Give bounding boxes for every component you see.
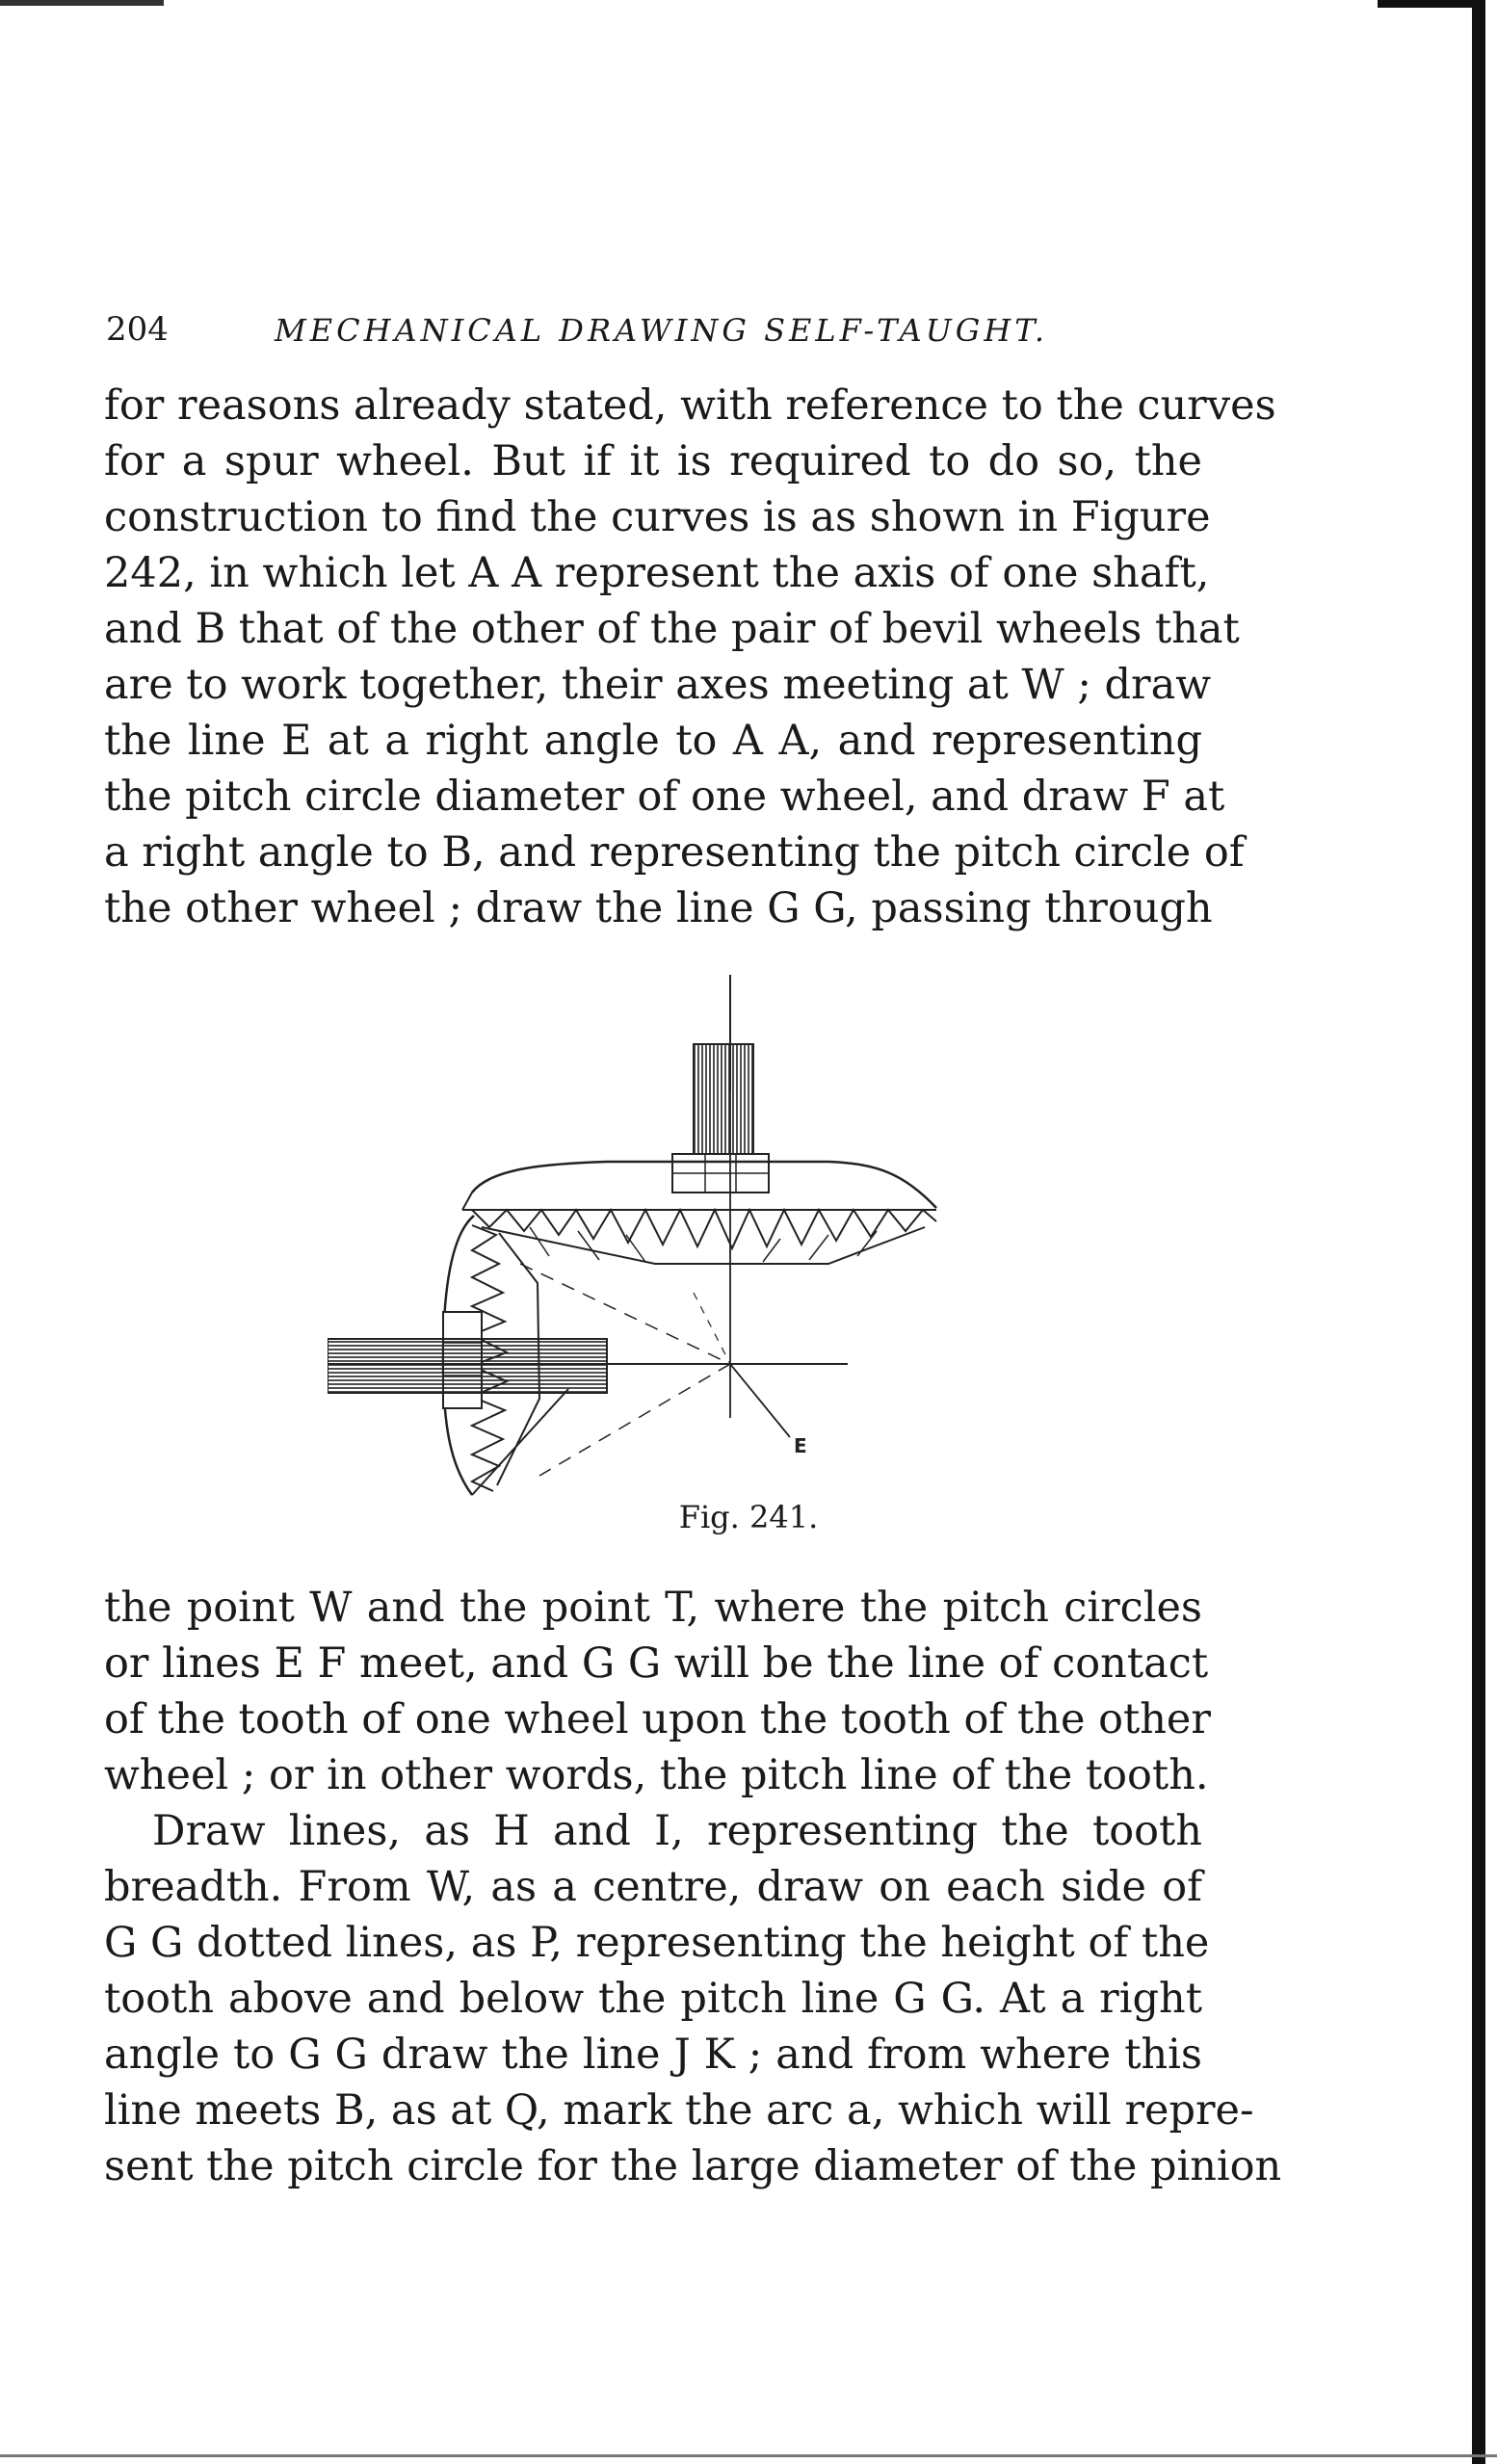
- text-line: 242, in which let A A represent the axis of one shaft,: [104, 549, 1210, 597]
- top-gear-teeth: [472, 1210, 936, 1264]
- text-line: the line E at a right angle to A A, and representing: [104, 717, 1202, 765]
- text-line: Draw lines, as H and I, representing the tooth: [152, 1807, 1202, 1855]
- figure-caption: Fig. 241.: [678, 1499, 819, 1535]
- text-line: angle to G G draw the line J K ; and from where this: [104, 2031, 1202, 2079]
- text-line: the point W and the point T, where the pitch circles: [104, 1584, 1202, 1632]
- running-head: MECHANICAL DRAWING SELF-TAUGHT.: [275, 312, 1049, 349]
- text-line: breadth. From W, as a centre, draw on each side of: [104, 1863, 1202, 1911]
- figure-label-e: E: [794, 1434, 807, 1457]
- text-line: are to work together, their axes meeting at W ; draw: [104, 661, 1212, 709]
- text-line: or lines E F meet, and G G will be the line of contact: [104, 1639, 1209, 1688]
- paragraph-bottom: [104, 1580, 1282, 2194]
- text-line: for a spur wheel. But if it is required to do so, the: [104, 437, 1202, 485]
- page-edge-bottom: [0, 2454, 1497, 2457]
- text-line: of the tooth of one wheel upon the tooth of the other: [104, 1695, 1211, 1743]
- top-gear-hub: [672, 1154, 769, 1193]
- text-line: and B that of the other of the pair of bevil wheels that: [104, 605, 1240, 653]
- bevel-gear-figure: [328, 975, 963, 1514]
- text-line: line meets B, as at Q, mark the arc a, which will repre-: [104, 2086, 1254, 2135]
- page-edge-right: [1472, 0, 1485, 2464]
- horizontal-shaft: [328, 1339, 645, 1393]
- scan-mark: [0, 0, 164, 6]
- text-line: for reasons already stated, with reference to the curves: [104, 381, 1276, 430]
- text-line: sent the pitch circle for the large diameter of the pinion: [104, 2142, 1282, 2190]
- text-line: G G dotted lines, as P, representing the height of the: [104, 1919, 1210, 1967]
- vertical-shaft: [694, 1044, 753, 1160]
- text-line: wheel ; or in other words, the pitch line of the tooth.: [104, 1751, 1209, 1799]
- page-number: 204: [106, 310, 169, 349]
- page-edge-top: [1378, 0, 1484, 8]
- text-line: the pitch circle diameter of one wheel, and draw F at: [104, 773, 1225, 821]
- bevel-gear-drawing: [328, 975, 963, 1514]
- text-line: construction to find the curves is as shown in Figure: [104, 493, 1211, 541]
- text-line: a right angle to B, and representing the pitch circle of: [104, 828, 1245, 877]
- text-line: tooth above and below the pitch line G G. At a right: [104, 1975, 1202, 2023]
- text-line: the other wheel ; draw the line G G, passing through: [104, 884, 1213, 932]
- page-header: [106, 310, 1214, 358]
- paragraph-top: [104, 378, 1276, 936]
